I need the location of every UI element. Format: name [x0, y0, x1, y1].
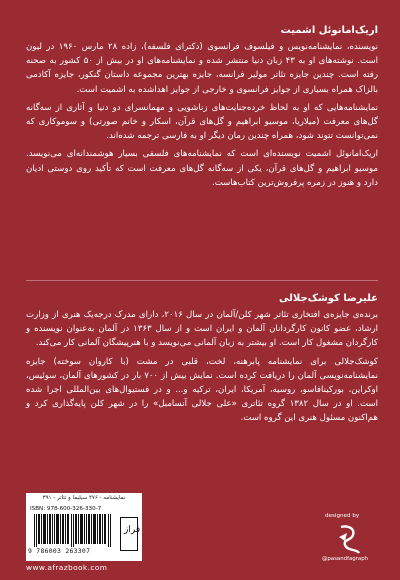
- barcode-number: 9 786003 263307: [28, 547, 91, 555]
- bio-paragraph: نویسنده، نمایشنامه‌نویس و فیلسوف فرانسوی (دکترای فلسفه)، زاده ۲۸ مارس ۱۹۶۰ در لیون است. نوشته‌های او به ۴۳ زبان دنیا منتشر شده و نمایشنامه‌های او در بیش از ۵۰ کشور به صحنه رفته است. چندین جایزه تئاتر مولیر فرانسه، جایزه بهترین مجموعه داستان گنکور، جایزه آکادمی بالزاک همراه بسیاری از جوایز فرانسوی و خارجی از جوایز اهداشده به اشمیت است.: [26, 42, 378, 95]
- author-bio-jalali: [26, 292, 378, 430]
- author-bio-schmitt: [26, 24, 378, 194]
- designer-handle: @pasandfagraph: [322, 556, 369, 562]
- isbn-text: ISBN: 978-600-326-330-7: [30, 506, 102, 512]
- publisher-logo-glyph: فراز: [124, 525, 141, 535]
- designer-logo-icon: [335, 523, 363, 555]
- barcode-icon: [34, 514, 112, 547]
- publisher-website: www.afrazbook.com: [26, 563, 108, 572]
- bio-paragraph: کوشک‌جلالی برای نمایشنامه پابرهنه، لخت، قلبی در مشت (با کاروان سوخته) جایزه نمایشنامه‌نویسی آلمان را دریافت کرده است. نمایش بیش از ۷۰۰ بار در کشورهای آلمان، سوئیس، اوکراین، بورکینافاسو، روسیه، آمریکا، ایران، ترکیه و... و در فستیوال‌های بین‌المللی اجرا شده است. او در سال ۱۳۸۲ گروه تئاتری «علی جلالی آنسامبل» را در شهر کلن پایه‌گذاری کرد و هم‌اکنون مسئول هنری این گروه است.: [26, 356, 378, 424]
- barcode-panel: [26, 503, 142, 561]
- bio-paragraph: برنده‌ی جایزه‌ی افتخاری تئاتر شهر کلن/آلمان در سال ۲۰۱۶، دارای مدرک درجه‌یک هنری از وزارت ارشاد، عضو کانون کارگردانان آلمان و ایران است و از سال ۱۳۶۳ در آلمان به‌عنوان نویسنده و کارگردان مشغول کار است. او بیشتر به زبان آلمانی می‌نویسد و با هنرپیشگان آلمانی کار می‌کند.: [26, 310, 378, 349]
- bio-paragraph: اریک‌امانوئل اشمیت نویسنده‌ای است که نمایشنامه‌های فلسفی بسیار هوشمندانه‌ای می‌نویسد. موسیو ابراهیم و گل‌های قرآن، یکی از سه‌گانه گل‌های معرفت است که تأکید روی دوستی ادیان دارد و هنوز در زمره پرفروش‌ترین کتاب‌هاست.: [26, 149, 378, 188]
- author-name-heading: اریک‌امانوئل اشمیت: [280, 25, 378, 36]
- publisher-logo: [120, 517, 141, 551]
- designer-credit-label: designed by: [325, 513, 360, 519]
- bio-paragraph: نمایشنامه‌هایی که او به لحاظ خرده‌جنایت‌های زناشویی و مهمانسرای دو دنیا و آثاری از سه‌گانه گل‌های معرفت (میلاریا، موسیو ابراهیم و گل‌های قرآن، اسکار و خانم صورتی) و سوموکاری که نمی‌توانست تتوند شود، همراه چندین رمان دیگر او به فارسی ترجمه شده‌اند.: [26, 102, 378, 142]
- section-divider: [26, 280, 378, 281]
- author-name-heading: علیرضا کوشک‌جلالی: [279, 293, 378, 304]
- series-number-bar: نمایشنامه - ۴۷۶ سیلیما و تئاتر - ۳۹۱: [26, 493, 142, 503]
